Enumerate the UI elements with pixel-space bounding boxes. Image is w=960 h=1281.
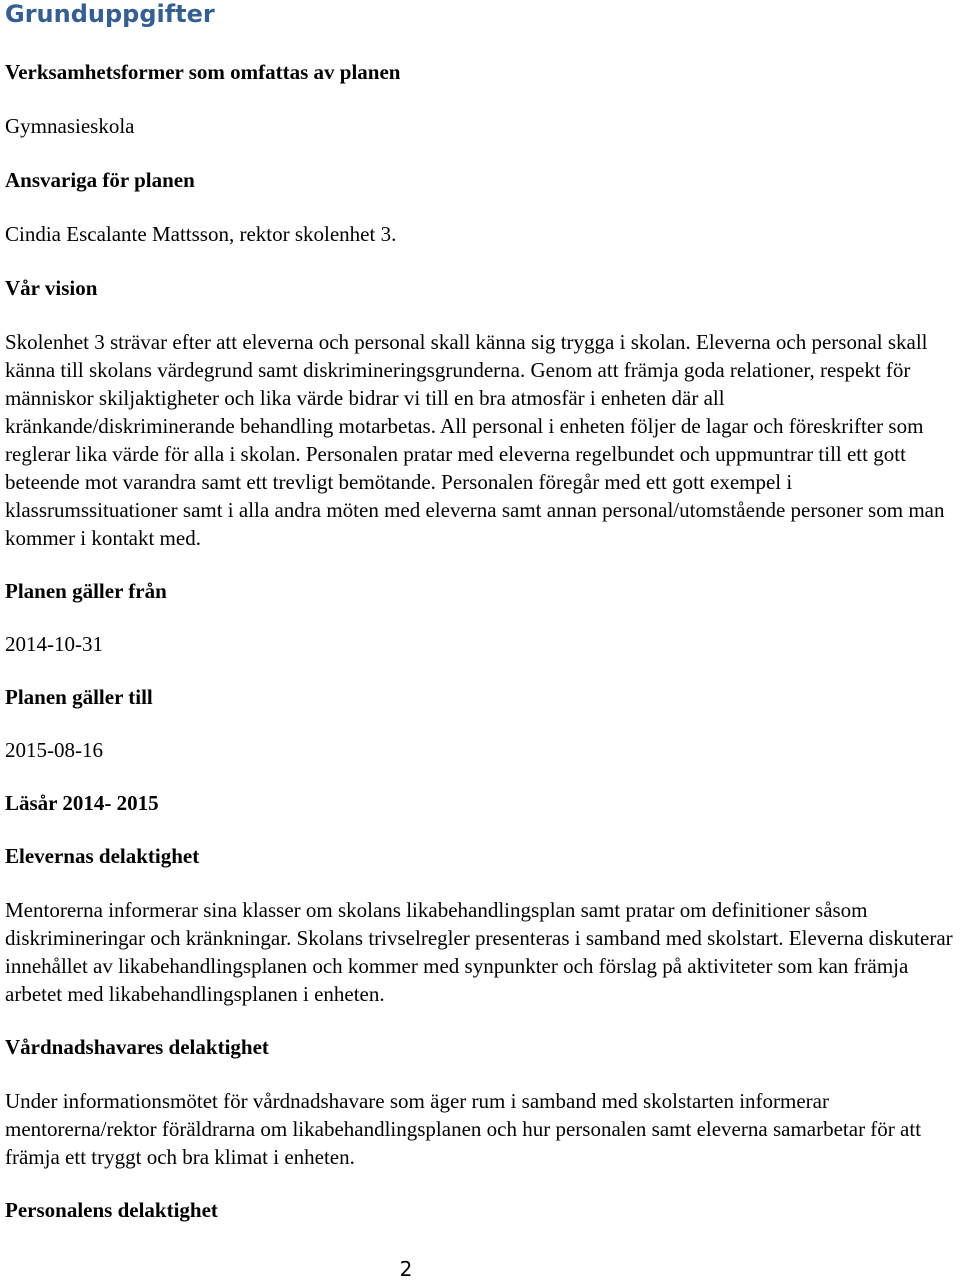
document-title: Grunduppgifter: [5, 0, 215, 28]
section-value-galler-till: 2015-08-16: [5, 738, 103, 762]
section-text-verksamhetsformer: Gymnasieskola: [5, 114, 135, 138]
section-heading-galler-till: Planen gäller till: [5, 685, 153, 709]
section-heading-galler-fran: Planen gäller från: [5, 579, 167, 603]
section-value-galler-fran: 2014-10-31: [5, 632, 103, 656]
section-text-vardnadshavares: Under informationsmötet för vårdnadshavare som äger rum i samband med skolstarten informerar mentorerna/rektor föräldrarna om likabehandlingsplanen och hur personalen samt eleverna samarbetar för att främja ett tryggt och bra klimat i enheten.: [5, 1089, 922, 1169]
section-text-elevernas: Mentorerna informerar sina klasser om skolans likabehandlingsplan samt pratar om definitioner såsom diskrimineringar och kränkningar. Skolans trivselregler presenteras i samband med skolstart. Eleverna diskuterar innehållet av likabehandlingsplanen och kommer med synpunkter och förslag på aktiviteter som kan främja arbetet med likabehandlingsplanen i enheten.: [5, 898, 953, 1006]
section-heading-verksamhetsformer: Verksamhetsformer som omfattas av planen: [5, 60, 401, 84]
document-body: [5, 58, 955, 1224]
section-text-ansvariga: Cindia Escalante Mattsson, rektor skolenhet 3.: [5, 222, 397, 246]
section-heading-lasar: Läsår 2014- 2015: [5, 791, 159, 815]
page-number: 2: [399, 1257, 413, 1281]
section-heading-vision: Vår vision: [5, 276, 98, 300]
section-heading-personalens: Personalens delaktighet: [5, 1198, 218, 1222]
section-heading-vardnadshavares: Vårdnadshavares delaktighet: [5, 1035, 269, 1059]
section-heading-elevernas: Elevernas delaktighet: [5, 844, 200, 868]
section-text-vision: Skolenhet 3 strävar efter att eleverna och personal skall känna sig trygga i skolan. Eleverna och personal skall känna till skolans värdegrund samt diskrimineringsgrunderna. Genom att främja goda relationer, respekt för människor skiljaktigheter och lika värde bidrar vi till en bra atmosfär i enheten där all kränkande/diskriminerande behandling motarbetas. All personal i enheten följer de lagar och föreskrifter som reglerar lika värde för alla i skolan. Personalen pratar med eleverna regelbundet och uppmuntrar till ett gott beteende mot varandra samt ett trevligt bemötande. Personalen föregår med ett gott exempel i klassrumssituationer samt i alla andra möten med eleverna samt annan personal/utomstående personer som man kommer i kontakt med.: [5, 330, 945, 550]
section-heading-ansvariga: Ansvariga för planen: [5, 168, 195, 192]
